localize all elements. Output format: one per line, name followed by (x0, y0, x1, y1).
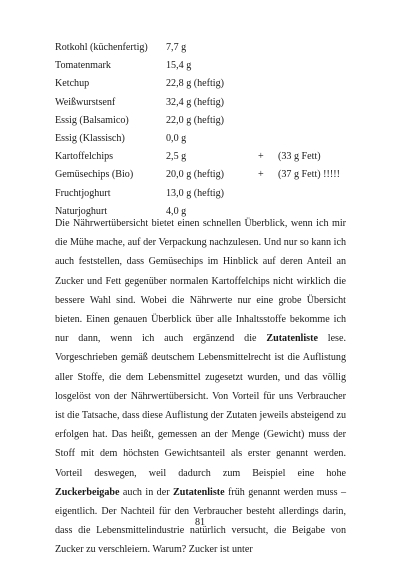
emphasis-zutatenliste: Zutatenliste (173, 486, 225, 498)
emphasis-zuckerbeigabe: Zuckerbeigabe (55, 486, 120, 498)
body-paragraph (55, 214, 346, 560)
table-row (55, 75, 355, 93)
food-name: Essig (Balsamico) (55, 114, 129, 126)
table-row (55, 112, 355, 130)
paragraph-text: Die Nährwertübersicht bietet einen schnellen Überblick, wenn ich mir die Mühe mache, auf der Verpackung nachzulesen. Und nur so kann ich auch feststellen, dass Gemüsechips im Hinblick auf deren Anteil an Zucker und Fett gegenüber normalen Kartoffelchips nicht wirklich die bessere Wahl sind. Wobei die Nährwerte nur eine grobe Übersicht bieten. Einen genauen Überblick über alle Inhaltsstoffe bekomme ich nur dann, wenn ich auch ergänzend die (55, 218, 346, 345)
table-row (55, 39, 355, 57)
table-row (55, 185, 355, 203)
sugar-amount: 22,0 g (heftig) (166, 114, 225, 126)
food-name: Gemüsechips (Bio) (55, 169, 134, 181)
plus-sign: + (258, 169, 264, 181)
food-name: Essig (Klassisch) (55, 132, 125, 144)
table-row (55, 94, 355, 112)
food-name: Ketchup (55, 78, 90, 90)
fat-content: (33 g Fett) (278, 151, 321, 163)
fat-content: (37 g Fett) !!!!! (278, 169, 340, 181)
food-name: Naturjoghurt (55, 205, 108, 217)
table-row (55, 130, 355, 148)
food-name: Rotkohl (küchenfertig) (55, 42, 148, 53)
sugar-amount: 2,5 g (166, 151, 187, 163)
sugar-content-table (55, 39, 355, 221)
paragraph-text: lese. Vorgeschrieben gemäß deutschem Lebensmittelrecht ist die Auflistung aller Stoffe, die dem Lebensmittel zugesetzt wurden, und das völlig losgelöst von der Nährwertübersicht. Von Vorteil für uns Verbraucher ist die Tatsache, dass diese Auflistung der Zutaten jeweils absteigend zu erfolgen hat. Das heißt, gemessen an der Menge (Gewicht) muss der Stoff mit dem höchsten Gewichtsanteil als erster genannt werden. Vorteil deswegen, weil dadurch zum Beispiel eine hohe (55, 333, 346, 479)
emphasis-zutatenliste: Zutatenliste (266, 333, 318, 345)
food-name: Tomatenmark (55, 60, 111, 72)
food-name: Fruchtjoghurt (55, 187, 111, 199)
sugar-amount: 0,0 g (166, 132, 187, 144)
plus-sign: + (258, 151, 264, 163)
page-number: 81 (194, 517, 206, 528)
sugar-amount: 22,8 g (heftig) (166, 78, 225, 90)
sugar-amount: 13,0 g (heftig) (166, 187, 225, 199)
sugar-amount: 20,0 g (heftig) (166, 169, 225, 181)
paragraph-text: früh genannt werden muss – eigentlich. Der Nachteil für den Verbraucher besteht allerdings darin, dass die Lebensmittelindustrie natürlich versucht, die Beigabe von Zucker zu verschleiern. Warum? Zucker ist unter (55, 486, 346, 556)
paragraph-text: auch in der (119, 486, 173, 498)
food-name: Weißwurstsenf (55, 96, 116, 108)
sugar-amount: 32,4 g (heftig) (166, 96, 225, 108)
table-row (55, 166, 355, 184)
sugar-amount: 4,0 g (166, 205, 187, 217)
sugar-amount: 15,4 g (166, 60, 192, 72)
table-row (55, 57, 355, 75)
food-name: Kartoffelchips (55, 151, 114, 163)
sugar-amount: 7,7 g (166, 42, 187, 53)
table-row (55, 148, 355, 166)
